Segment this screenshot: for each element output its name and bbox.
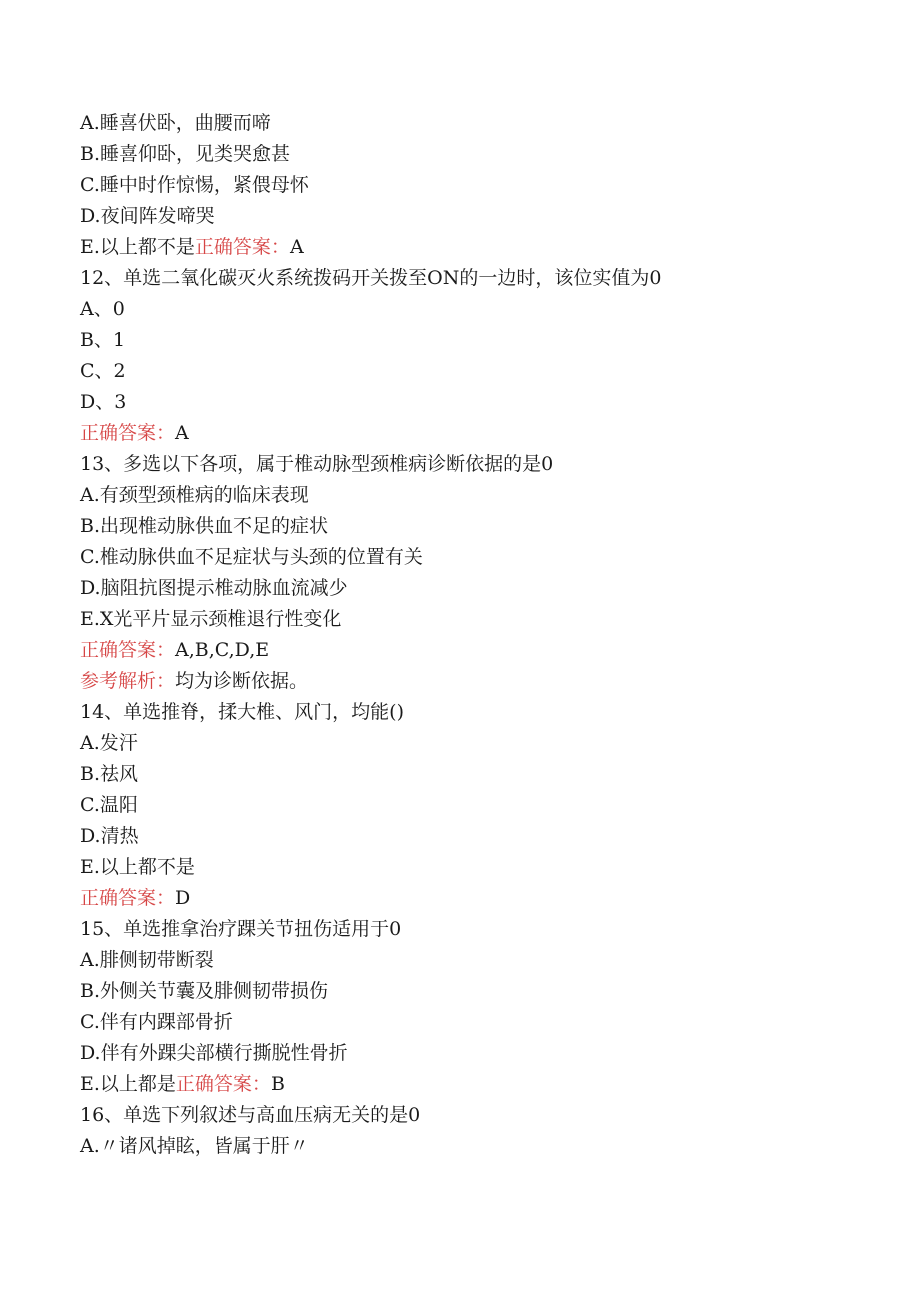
q11-answer-label: 正确答案：: [194, 236, 290, 258]
q14-answer-label: 正确答案：: [80, 887, 176, 909]
q11-option-a: A.睡喜伏卧，曲腰而啼: [80, 112, 271, 134]
q14-option-a: A.发汗: [80, 732, 138, 754]
q11-option-c: C.睡中时作惊惕，紧偎母怀: [80, 174, 309, 196]
q13-analysis-label: 参考解析：: [80, 670, 176, 692]
q12-option-c: C、2: [80, 360, 126, 382]
q11-option-e-line: [80, 232, 880, 263]
q12-answer-line: [80, 418, 880, 449]
q14-question: 14、单选推脊，揉大椎、风门，均能(): [80, 701, 405, 723]
q14-answer-value: D: [175, 887, 191, 909]
q13-analysis-line: [80, 666, 880, 697]
q14-answer-line: [80, 883, 880, 914]
q15-option-e-line: [80, 1069, 880, 1100]
q13-option-a: A.有颈型颈椎病的临床表现: [80, 484, 309, 506]
q15-option-d: D.伴有外踝尖部横行撕脱性骨折: [80, 1042, 348, 1064]
q14-option-c: C.温阳: [80, 794, 138, 816]
document-page: [80, 108, 880, 1162]
q12-option-a: A、0: [80, 298, 125, 320]
q15-answer-label: 正确答案：: [175, 1073, 271, 1095]
q12-question: 12、单选二氧化碳灭火系统拨码开关拨至ON的一边时，该位实值为0: [80, 267, 662, 289]
q13-analysis-value: 均为诊断依据。: [175, 670, 309, 692]
q15-option-c: C.伴有内踝部骨折: [80, 1011, 233, 1033]
q15-option-e: E.以上都是: [80, 1073, 176, 1095]
q11-option-b: B.睡喜仰卧，见类哭愈甚: [80, 143, 291, 165]
q13-option-c: C.椎动脉供血不足症状与头颈的位置有关: [80, 546, 423, 568]
q12-option-b: B、1: [80, 329, 126, 351]
q15-option-a: A.腓侧韧带断裂: [80, 949, 214, 971]
q13-question: 13、多选以下各项，属于椎动脉型颈椎病诊断依据的是0: [80, 453, 554, 475]
q14-option-e: E.以上都不是: [80, 856, 195, 878]
q14-option-d: D.清热: [80, 825, 139, 847]
q11-option-d: D.夜间阵发啼哭: [80, 205, 215, 227]
q15-option-b: B.外侧关节囊及腓侧韧带损伤: [80, 980, 329, 1002]
q13-option-b: B.出现椎动脉供血不足的症状: [80, 515, 329, 537]
q13-answer-label: 正确答案：: [80, 639, 176, 661]
q13-answer-value: A,B,C,D,E: [175, 639, 270, 661]
q15-question: 15、单选推拿治疗踝关节扭伤适用于0: [80, 918, 402, 940]
q16-question: 16、单选下列叙述与高血压病无关的是0: [80, 1104, 421, 1126]
q16-option-a: A.〃诸风掉眩，皆属于肝〃: [80, 1135, 309, 1157]
q13-option-d: D.脑阻抗图提示椎动脉血流减少: [80, 577, 348, 599]
q12-answer-value: A: [175, 422, 189, 444]
q13-option-e: E.X光平片显示颈椎退行性变化: [80, 608, 342, 630]
q15-answer-value: B: [270, 1073, 285, 1095]
q14-option-b: B.祛风: [80, 763, 139, 785]
q11-option-e: E.以上都不是: [80, 236, 195, 258]
q11-answer-value: A: [289, 236, 304, 258]
q12-option-d: D、3: [80, 391, 127, 413]
q12-answer-label: 正确答案：: [80, 422, 176, 444]
q13-answer-line: [80, 635, 880, 666]
